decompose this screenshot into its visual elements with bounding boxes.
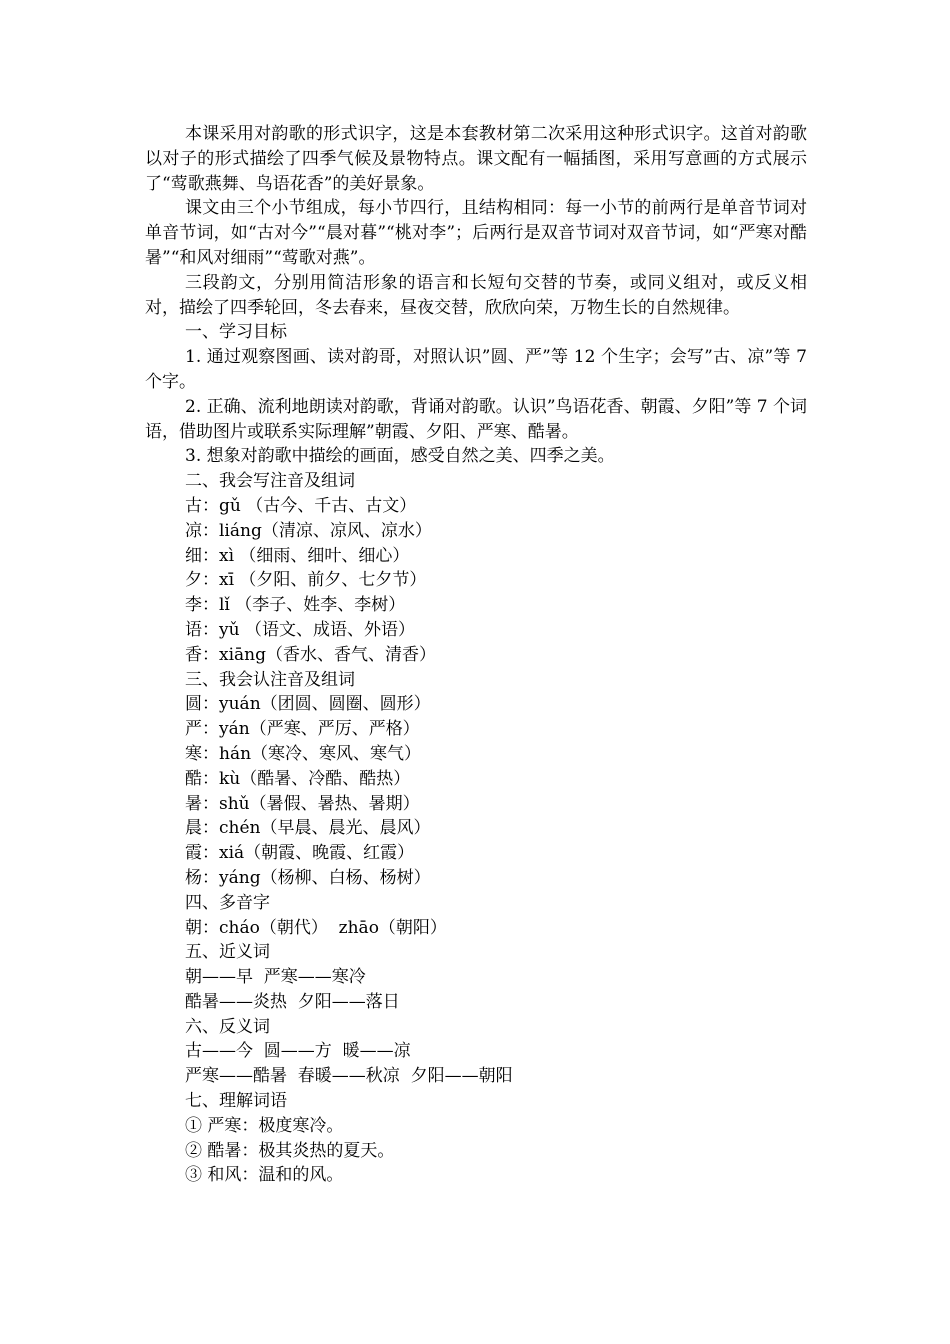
recognize-char-line: 霞：xiá（朝霞、晚霞、红霞） — [185, 843, 415, 864]
recognize-char-line: 圆：yuán（团圆、圆圈、圆形） — [185, 694, 431, 715]
vocabulary-line: ① 严寒：极度寒冷。 — [185, 1115, 344, 1136]
section-heading-synonyms: 五、近义词 — [185, 942, 270, 963]
recognize-char-line: 晨：chén（早晨、晨光、晨风） — [185, 818, 431, 839]
vocabulary-line: ③ 和风：温和的风。 — [185, 1165, 344, 1186]
recognize-char-line: 酷：kù（酷暑、冷酷、酷热） — [185, 768, 411, 789]
vocabulary-line: ② 酷暑：极其炎热的夏天。 — [185, 1140, 395, 1161]
section-heading-objectives: 一、学习目标 — [185, 322, 287, 343]
section-heading-antonyms: 六、反义词 — [185, 1016, 270, 1037]
write-char-line: 语：yǔ （语文、成语、外语） — [185, 619, 415, 640]
recognize-char-line: 寒：hán（寒冷、寒风、寒气） — [185, 743, 422, 764]
antonym-line: 严寒——酷暑 春暖——秋凉 夕阳——朝阳 — [185, 1066, 513, 1087]
objective-item-1: 1. 通过观察图画、读对韵哥，对照认识”圆、严”等 12 个生字；会写”古、凉”等 7 个字。 — [145, 347, 807, 392]
write-char-line: 细：xì （细雨、细叶、细心） — [185, 545, 410, 566]
objective-item-2: 2. 正确、流利地朗读对韵歌，背诵对韵歌。认识”鸟语花香、朝霞、夕阳”等 7 个词语，借助图片或联系实际理解”朝霞、夕阳、严寒、酷暑。 — [145, 396, 807, 442]
recognize-char-line: 杨：yáng（杨柳、白杨、杨树） — [185, 867, 431, 888]
synonym-line: 朝——早 严寒——寒冷 — [185, 967, 366, 988]
document-body — [145, 122, 807, 1188]
antonym-line: 古——今 圆——方 暖——凉 — [185, 1041, 411, 1062]
write-char-line: 古：gǔ （古今、千古、古文） — [185, 495, 417, 516]
polyphone-line: 朝：cháo（朝代） zhāo（朝阳） — [185, 917, 447, 938]
section-heading-recognize-chars: 三、我会认注音及组词 — [185, 669, 355, 690]
recognize-char-line: 暑：shǔ（暑假、暑热、暑期） — [185, 793, 420, 814]
section-heading-write-chars: 二、我会写注音及组词 — [185, 471, 355, 492]
intro-paragraph-3: 三段韵文，分别用简洁形象的语言和长短句交替的节奏，或同义组对，或反义相对，描绘了四季轮回，冬去春来，昼夜交替，欣欣向荣，万物生长的自然规律。 — [145, 272, 807, 318]
write-char-line: 李：lǐ （李子、姓李、李树） — [185, 595, 406, 616]
intro-paragraph-1: 本课采用对韵歌的形式识字，这是本套教材第二次采用这种形式识字。这首对韵歌以对子的形式描绘了四季气候及景物特点。课文配有一幅插图，采用写意画的方式展示了“莺歌燕舞、鸟语花香”的美好景象。 — [145, 124, 807, 194]
write-char-line: 香：xiāng（香水、香气、清香） — [185, 644, 436, 665]
recognize-char-line: 严：yán（严寒、严厉、严格） — [185, 719, 420, 740]
section-heading-polyphones: 四、多音字 — [185, 892, 270, 913]
objective-item-3: 3. 想象对韵歌中描绘的画面，感受自然之美、四季之美。 — [185, 446, 615, 467]
synonym-line: 酷暑——炎热 夕阳——落日 — [185, 991, 400, 1012]
write-char-line: 凉：liáng（清凉、凉风、凉水） — [185, 520, 432, 541]
section-heading-vocabulary: 七、理解词语 — [185, 1091, 287, 1112]
write-char-line: 夕：xī （夕阳、前夕、七夕节） — [185, 570, 427, 591]
intro-paragraph-2: 课文由三个小节组成，每小节四行，且结构相同：每一小节的前两行是单音节词对单音节词，如“古对今”“晨对暮”“桃对李”；后两行是双音节词对双音节词，如“严寒对酷暑”“和风对细雨”“莺歌对燕”。 — [145, 198, 807, 268]
